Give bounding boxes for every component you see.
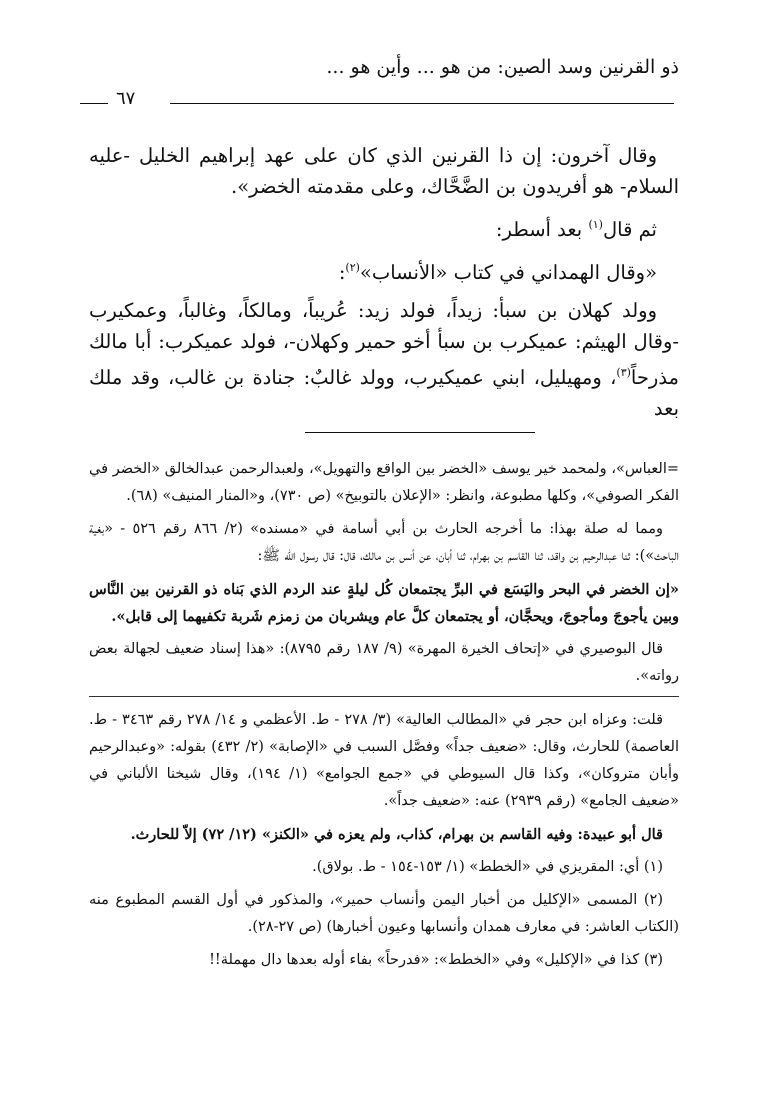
header-rule-short [80,103,108,104]
paragraph-1: وقال آخرون: إن ذا القرنين الذي كان على عهد إبراهيم الخليل -عليه السلام- هو أفريدون بن الضَّحَّاك، وعلى مقدمته الخضر». [89,144,679,198]
footnote-1: (١) أي: المقريزي في «الخطط» (١/ ١٥٣-١٥٤ - ط. بولاق). [312,859,663,875]
footnote-ref-3: (٣) [616,366,631,379]
paragraph-4-end: ، ومهيليل، ابني عميكيرب، وولد غالبٌ: جنادة بن غالب، وقد ملك بعد [89,366,679,420]
footnote-3: (٣) كذا في «الإكليل» وفي «الخطط»: «فدرحاً» بفاء أوله بعدها دال مهملة!! [209,952,663,968]
paragraph-3 [89,252,679,288]
paragraph-2-start: ثم قال [602,218,657,241]
footnote-2: (٢) المسمى «الإكليل من أخبار اليمن وأنساب حمير»، والمذكور في أول القسم المطبوع منه (الكتاب العاشر: في معارف همدان وأنسابها وعيون أخبارها) (ص ٢٧-٢٨). [89,892,679,935]
paragraph-2-end: بعد أسطر: [495,218,589,241]
footnote-ref-1: (١) [588,218,603,231]
paragraph-2 [89,209,679,245]
note-busiri: قال البوصيري في «إتحاف الخيرة المهرة» (٩/ ١٨٧ رقم ٨٧٩٥): «هذا إسناد ضعيف لجهالة بعض رواته». [89,641,679,684]
paragraph-3-start: «وقال الهمداني في كتاب «الأنساب» [359,261,657,284]
footnotes-area [89,456,679,980]
note-abu-ubaida: قال أبو عبيدة: وفيه القاسم بن بهرام، كذاب، ولم يعزه في «الكنز» (١٢/ ٧٢) إلاّ للحارث. [130,826,663,843]
note-divider [89,696,679,697]
paragraph-3-end: : [338,261,346,284]
footnote-ref-2: (٢) [345,261,360,274]
paragraph-4-start: وولد كهلان بن سبأ: زيداً، فولد زيد: عُريباً، ومالكاً، وغالباً، وعمكيرب -وقال الهيثم: عميكرب بن سبأ أخو حمير وكهلان-، فولد عميكرب: أبا مالك مذرحاً [89,299,679,389]
footnote-separator [305,432,535,433]
note-qultu: قلت: وعزاه ابن حجر في «المطالب العالية» (٣/ ٢٧٨ - ط. الأعظمي و ١٤/ ٢٧٨ رقم ٣٤٦٣ - ط. العاصمة) للحارث، وقال: «ضعيف جداً» وفصَّل السبب في «الإصابة» (٢/ ٤٣٢) بقوله: «وعبدالرحيم وأبان متروكان»، وكذا قال السيوطي في «جمع الجوامع» (١/ ١٩٤)، وقال شيخنا الألباني في «ضعيف الجامع» (رقم ٢٩٣٩) عنه: «ضعيف جداً». [89,712,679,809]
note-hadith-source: ومما له صلة بهذا: ما أخرجه الحارث بن أبي أسامة في «مسنده» (٢/ ٨٦٦ رقم ٥٢٦ - «بغية الباحث»): ثنا عبدالرحيم بن واقد، ثنا القاسم بن بهرام، ثنا أبان، عن أنس بن مالك، قال: قال رسول الله ﷺ: [89,521,679,564]
note-hadith-text: «إن الخضر في البحر واليَسَع في البرِّ يجتمعان كُل ليلةٍ عند الردم الذي بَناه ذو القرنين بين النَّاس وبين يأجوجَ ومأجوجَ، ويحجَّان، أو يجتمعان كلَّ عام ويشربان من زمزم شَربة تكفيهما إلى قابل». [89,581,679,625]
paragraph-4 [89,295,679,424]
running-title: ذو القرنين وسد الصين: من هو ... وأين هو ... [326,56,679,78]
header-rule [170,103,674,104]
footnote-list [89,854,679,974]
page-number: ٦٧ [116,88,136,109]
main-text [89,140,679,431]
note-continued: =العباس»، ولمحمد خير يوسف «الخضر بين الواقع والتهويل»، ولعبدالرحمن عبدالخالق «الخضر في الفكر الصوفي»، وكلها مطبوعة، وانظر: «الإعلان بالتوبيخ» (ص ٧٣٠)، و«المنار المنيف» (٦٨). [89,461,679,504]
